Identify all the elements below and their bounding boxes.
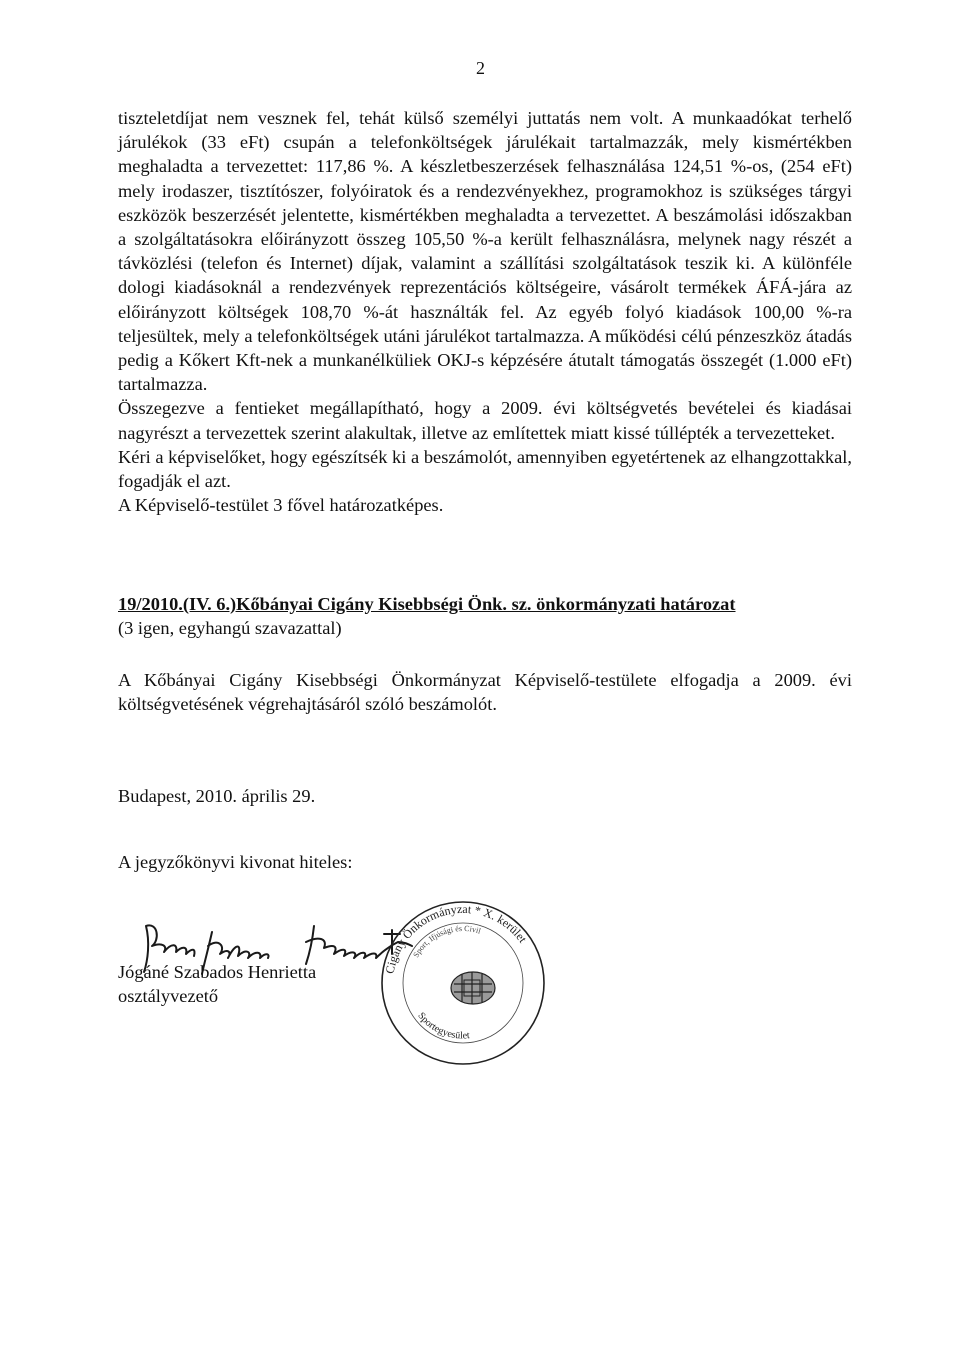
svg-text:Cigány Önkormányzat * X. kerül (383, 902, 531, 975)
paragraph-summary: Összegezve a fentieket megállapítható, hogy a 2009. évi költségvetés bevételei és kiadásai nagyrészt a tervezettek szerint alakultak, illetve az említettek miatt kissé túllépték a tervezetteket. (118, 398, 852, 443)
stamp-outer-ring: Cigány Önkormányzat * X. kerület (382, 901, 530, 975)
official-stamp (378, 898, 548, 1068)
attestation-line: A jegyzőkönyvi kivonat hiteles: (118, 852, 353, 872)
paragraph-request: Kéri a képviselőket, hogy egészítsék ki a beszámolót, amennyiben egyetértenek az elhangzottakkal, fogadják el azt. (118, 446, 852, 492)
resolution-header (118, 592, 852, 640)
resolution-vote: (3 igen, egyhangú szavazattal) (118, 618, 342, 639)
place-date: Budapest, 2010. április 29. (118, 786, 316, 806)
stamp-emblem-icon (451, 972, 495, 1004)
signer-block (118, 960, 316, 1008)
paragraph-quorum: A Képviselő-testület 3 fővel határozatképes. (118, 495, 444, 516)
signer-name: Jógáné Szabados Henrietta (118, 962, 317, 982)
page-number: 2 (476, 58, 485, 78)
report-body (118, 106, 852, 517)
stamp-inner-ring: Sport, Ifjúsági és Civil (411, 923, 482, 959)
svg-text:Sportegyesület (415, 1011, 470, 1042)
stamp-bottom-text: Sportegyesület (415, 1010, 471, 1042)
paragraph-expenses: tiszteletdíjat nem vesznek fel, tehát külső személyi juttatás nem volt. A munkaadókat terhelő járulékok (33 eFt) csupán a telefonköltségek járulékait tartalmazzák, mely kismértékben meghaladta a tervezettet: 117,86 %. A készletbeszerzések felhasználása 124,51 %-os, (254 eFt) mely irodaszer, tisztítószer, folyóiratok és a rendezvényekhez, programokhoz is szükséges tárgyi eszközök beszerzését jelentette, kismértékben meghaladta a tervezettet. A beszámolási időszakban a szolgáltatásokra előirányzott összeg 105,50 %-a került felhasználásra, melynek nagy részét a távközlési (telefon és Internet) díjak, valamint a szállítási szolgáltatások teszik ki. A különféle dologi kiadásoknál a rendezvények reprezentációs költségeire, vásárolt termékek ÁFÁ-jára az előirányzott költségek 108,70 %-át használták fel. Az egyéb folyó kiadások 100,00 %-ra teljesültek, mely a telefonköltségek utáni járulékot tartalmazza. A működési célú pénzeszköz átadás pedig a Kőkert Kft-nek a munkanélküliek OKJ-s képzésére átutalt támogatás összegét (1.000 eFt) tartalmazza. (118, 108, 852, 395)
signer-title: osztályvezető (118, 986, 219, 1007)
resolution-decision: A Kőbányai Cigány Kisebbségi Önkormányzat Képviselő-testülete elfogadja a 2009. évi költségvetésének végrehajtásáról szóló beszámolót. (118, 670, 852, 715)
resolution-title: 19/2010.(IV. 6.)Kőbányai Cigány Kisebbségi Önk. sz. önkormányzati határozat (118, 594, 736, 614)
